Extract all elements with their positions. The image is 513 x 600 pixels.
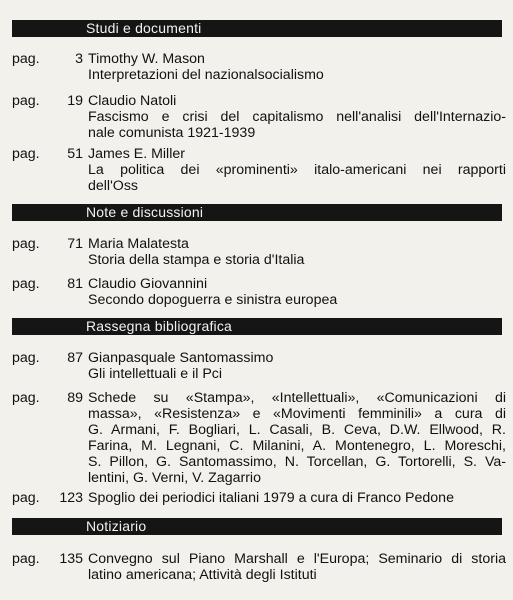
toc-entry[interactable] — [12, 276, 506, 308]
pag-label: pag. — [12, 350, 40, 366]
title: Storia della stampa e storia d'Italia — [88, 252, 305, 268]
section-heading-notiziario — [12, 518, 502, 535]
section-heading-note — [12, 204, 502, 221]
title: Interpretazioni del nazionalsocialismo — [88, 67, 324, 83]
pag-label: pag. — [12, 390, 40, 406]
title-line: nale comunista 1921-1939 — [88, 125, 256, 141]
section-heading-studi — [12, 20, 502, 37]
page-number: 71 — [67, 236, 83, 252]
page-number: 123 — [59, 490, 83, 506]
entry-line: S. Pillon, G. Santomassimo, N. Torcellan, G. Tortorelli, S. Va- — [88, 454, 506, 470]
section-heading-text: Note e discussioni — [86, 204, 204, 220]
title-line: La politica dei «prominenti» italo-americani nei rapporti — [88, 162, 506, 178]
page-number: 81 — [67, 276, 83, 292]
toc-entry[interactable] — [12, 551, 506, 583]
entry-line: Farina, M. Legnani, C. Milanini, A. Montenegro, L. Moreschi, — [88, 438, 506, 454]
author: Timothy W. Mason — [88, 51, 205, 67]
pag-label: pag. — [12, 146, 40, 162]
toc-entry[interactable] — [12, 236, 506, 268]
toc-entry[interactable] — [12, 490, 506, 506]
section-heading-rassegna — [12, 318, 502, 335]
page-number: 89 — [67, 390, 83, 406]
entry-line: massa», «Resistenza» e «Movimenti femminili» a cura di — [88, 406, 506, 422]
entry-line: lentini, G. Verni, V. Zagarrio — [88, 470, 261, 486]
title: Secondo dopoguerra e sinistra europea — [88, 292, 338, 308]
entry-line: G. Armani, F. Bogliari, L. Casali, B. Ceva, D.W. Ellwood, R. — [88, 422, 506, 438]
toc-entry[interactable] — [12, 146, 506, 194]
entry-line: Spoglio dei periodici italiani 1979 a cura di Franco Pedone — [88, 490, 454, 506]
page-number: 51 — [67, 146, 83, 162]
toc-entry[interactable] — [12, 350, 506, 382]
toc-entry[interactable] — [12, 51, 506, 83]
author: Gianpasquale Santomassimo — [88, 350, 274, 366]
entry-line: Convegno sul Piano Marshall e l'Europa; Seminario di storia — [88, 551, 506, 567]
page-number: 135 — [59, 551, 83, 567]
pag-label: pag. — [12, 490, 40, 506]
author: Maria Malatesta — [88, 236, 189, 252]
entry-line: Schede su «Stampa», «Intellettuali», «Comunicazioni di — [88, 390, 506, 406]
page-number: 19 — [67, 93, 83, 109]
pag-label: pag. — [12, 551, 40, 567]
pag-label: pag. — [12, 276, 40, 292]
section-heading-text: Notiziario — [86, 518, 147, 534]
page-number: 87 — [67, 350, 83, 366]
toc-entry[interactable] — [12, 93, 506, 141]
title-line: Fascismo e crisi del capitalismo nell'analisi dell'Internazio- — [88, 109, 506, 125]
title: Gli intellettuali e il Pci — [88, 366, 223, 382]
author: Claudio Natoli — [88, 93, 177, 109]
toc-entry[interactable] — [12, 390, 506, 486]
page-number: 3 — [75, 51, 83, 67]
title-line: dell'Oss — [88, 178, 139, 194]
section-heading-text: Studi e documenti — [86, 20, 202, 36]
author: James E. Miller — [88, 146, 185, 162]
pag-label: pag. — [12, 51, 40, 67]
entry-line: latino americana; Attività degli Istituti — [88, 567, 317, 583]
pag-label: pag. — [12, 236, 40, 252]
author: Claudio Giovannini — [88, 276, 208, 292]
section-heading-text: Rassegna bibliografica — [86, 318, 233, 334]
pag-label: pag. — [12, 93, 40, 109]
